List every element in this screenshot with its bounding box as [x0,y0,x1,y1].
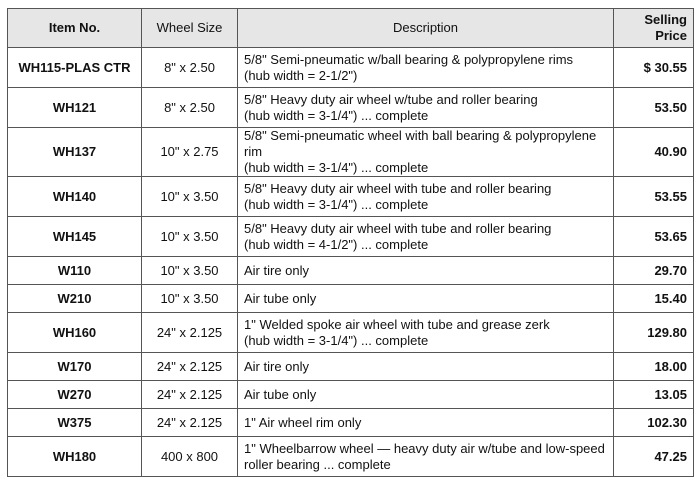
table-row [8,217,694,257]
description-line2: roller bearing ... complete [244,456,391,472]
table-row [8,285,694,313]
item-no: W170 [8,353,142,381]
item-no: W210 [8,285,142,313]
selling-price: 40.90 [614,128,694,177]
selling-price: 47.25 [614,437,694,477]
header-price-line1: Selling [644,12,687,27]
item-no: WH160 [8,313,142,353]
item-no: WH121 [8,88,142,128]
selling-price: 102.30 [614,409,694,437]
item-no: WH137 [8,128,142,177]
description: Air tube only [238,285,614,313]
description-line2: (hub width = 2-1/2") [244,67,358,83]
table-row [8,381,694,409]
wheel-size: 24" x 2.125 [142,381,238,409]
header-description: Description [238,9,614,48]
wheel-size: 10" x 3.50 [142,177,238,217]
table-row [8,128,694,177]
item-no: W110 [8,257,142,285]
selling-price: 13.05 [614,381,694,409]
header-selling-price [614,9,694,48]
wheel-size: 24" x 2.125 [142,313,238,353]
description: 1" Air wheel rim only [238,409,614,437]
selling-price: 29.70 [614,257,694,285]
item-no: WH180 [8,437,142,477]
description [238,217,614,257]
selling-price: 129.80 [614,313,694,353]
item-no: WH115-PLAS CTR [8,48,142,88]
wheel-size: 10" x 3.50 [142,217,238,257]
description: Air tire only [238,257,614,285]
wheel-size: 10" x 2.75 [142,128,238,177]
item-no: WH140 [8,177,142,217]
wheel-size: 24" x 2.125 [142,409,238,437]
table-row [8,353,694,381]
wheel-size: 10" x 3.50 [142,285,238,313]
item-no: W270 [8,381,142,409]
description [238,88,614,128]
description-line1: 5/8" Semi-pneumatic wheel with ball bearing & polypropylene rim [244,128,597,159]
description-line1: 1" Welded spoke air wheel with tube and grease zerk [244,316,550,332]
description-line2: (hub width = 4-1/2") ... complete [244,236,429,252]
wheel-size: 8" x 2.50 [142,88,238,128]
item-no: W375 [8,409,142,437]
description-line1: 5/8" Heavy duty air wheel with tube and roller bearing [244,220,552,236]
selling-price: 53.55 [614,177,694,217]
description-line1: 1" Wheelbarrow wheel — heavy duty air w/tube and low-speed [244,440,605,456]
table-row [8,48,694,88]
table-row [8,409,694,437]
header-wheel-size: Wheel Size [142,9,238,48]
description-line2: (hub width = 3-1/4") ... complete [244,332,429,348]
header-row [8,9,694,48]
description [238,437,614,477]
description [238,48,614,88]
description-line2: (hub width = 3-1/4") ... complete [244,196,429,212]
item-no: WH145 [8,217,142,257]
description [238,313,614,353]
table-row [8,177,694,217]
table-row [8,313,694,353]
selling-price: 53.50 [614,88,694,128]
description [238,128,614,177]
wheel-size: 400 x 800 [142,437,238,477]
description-line1: 5/8" Heavy duty air wheel w/tube and roller bearing [244,91,538,107]
description: Air tire only [238,353,614,381]
description [238,177,614,217]
description-line2: (hub width = 3-1/4") ... complete [244,160,429,175]
description-line1: 5/8" Semi-pneumatic w/ball bearing & polypropylene rims [244,51,574,67]
wheel-size: 10" x 3.50 [142,257,238,285]
selling-price: 53.65 [614,217,694,257]
table-row [8,88,694,128]
price-table [7,8,694,477]
wheel-size: 24" x 2.125 [142,353,238,381]
description-line1: 5/8" Heavy duty air wheel with tube and roller bearing [244,180,552,196]
selling-price: $ 30.55 [614,48,694,88]
wheel-size: 8" x 2.50 [142,48,238,88]
selling-price: 18.00 [614,353,694,381]
header-price-line2: Price [655,28,687,43]
selling-price: 15.40 [614,285,694,313]
table-row [8,437,694,477]
description: Air tube only [238,381,614,409]
description-line2: (hub width = 3-1/4") ... complete [244,107,429,123]
header-item-no: Item No. [8,9,142,48]
table-row [8,257,694,285]
